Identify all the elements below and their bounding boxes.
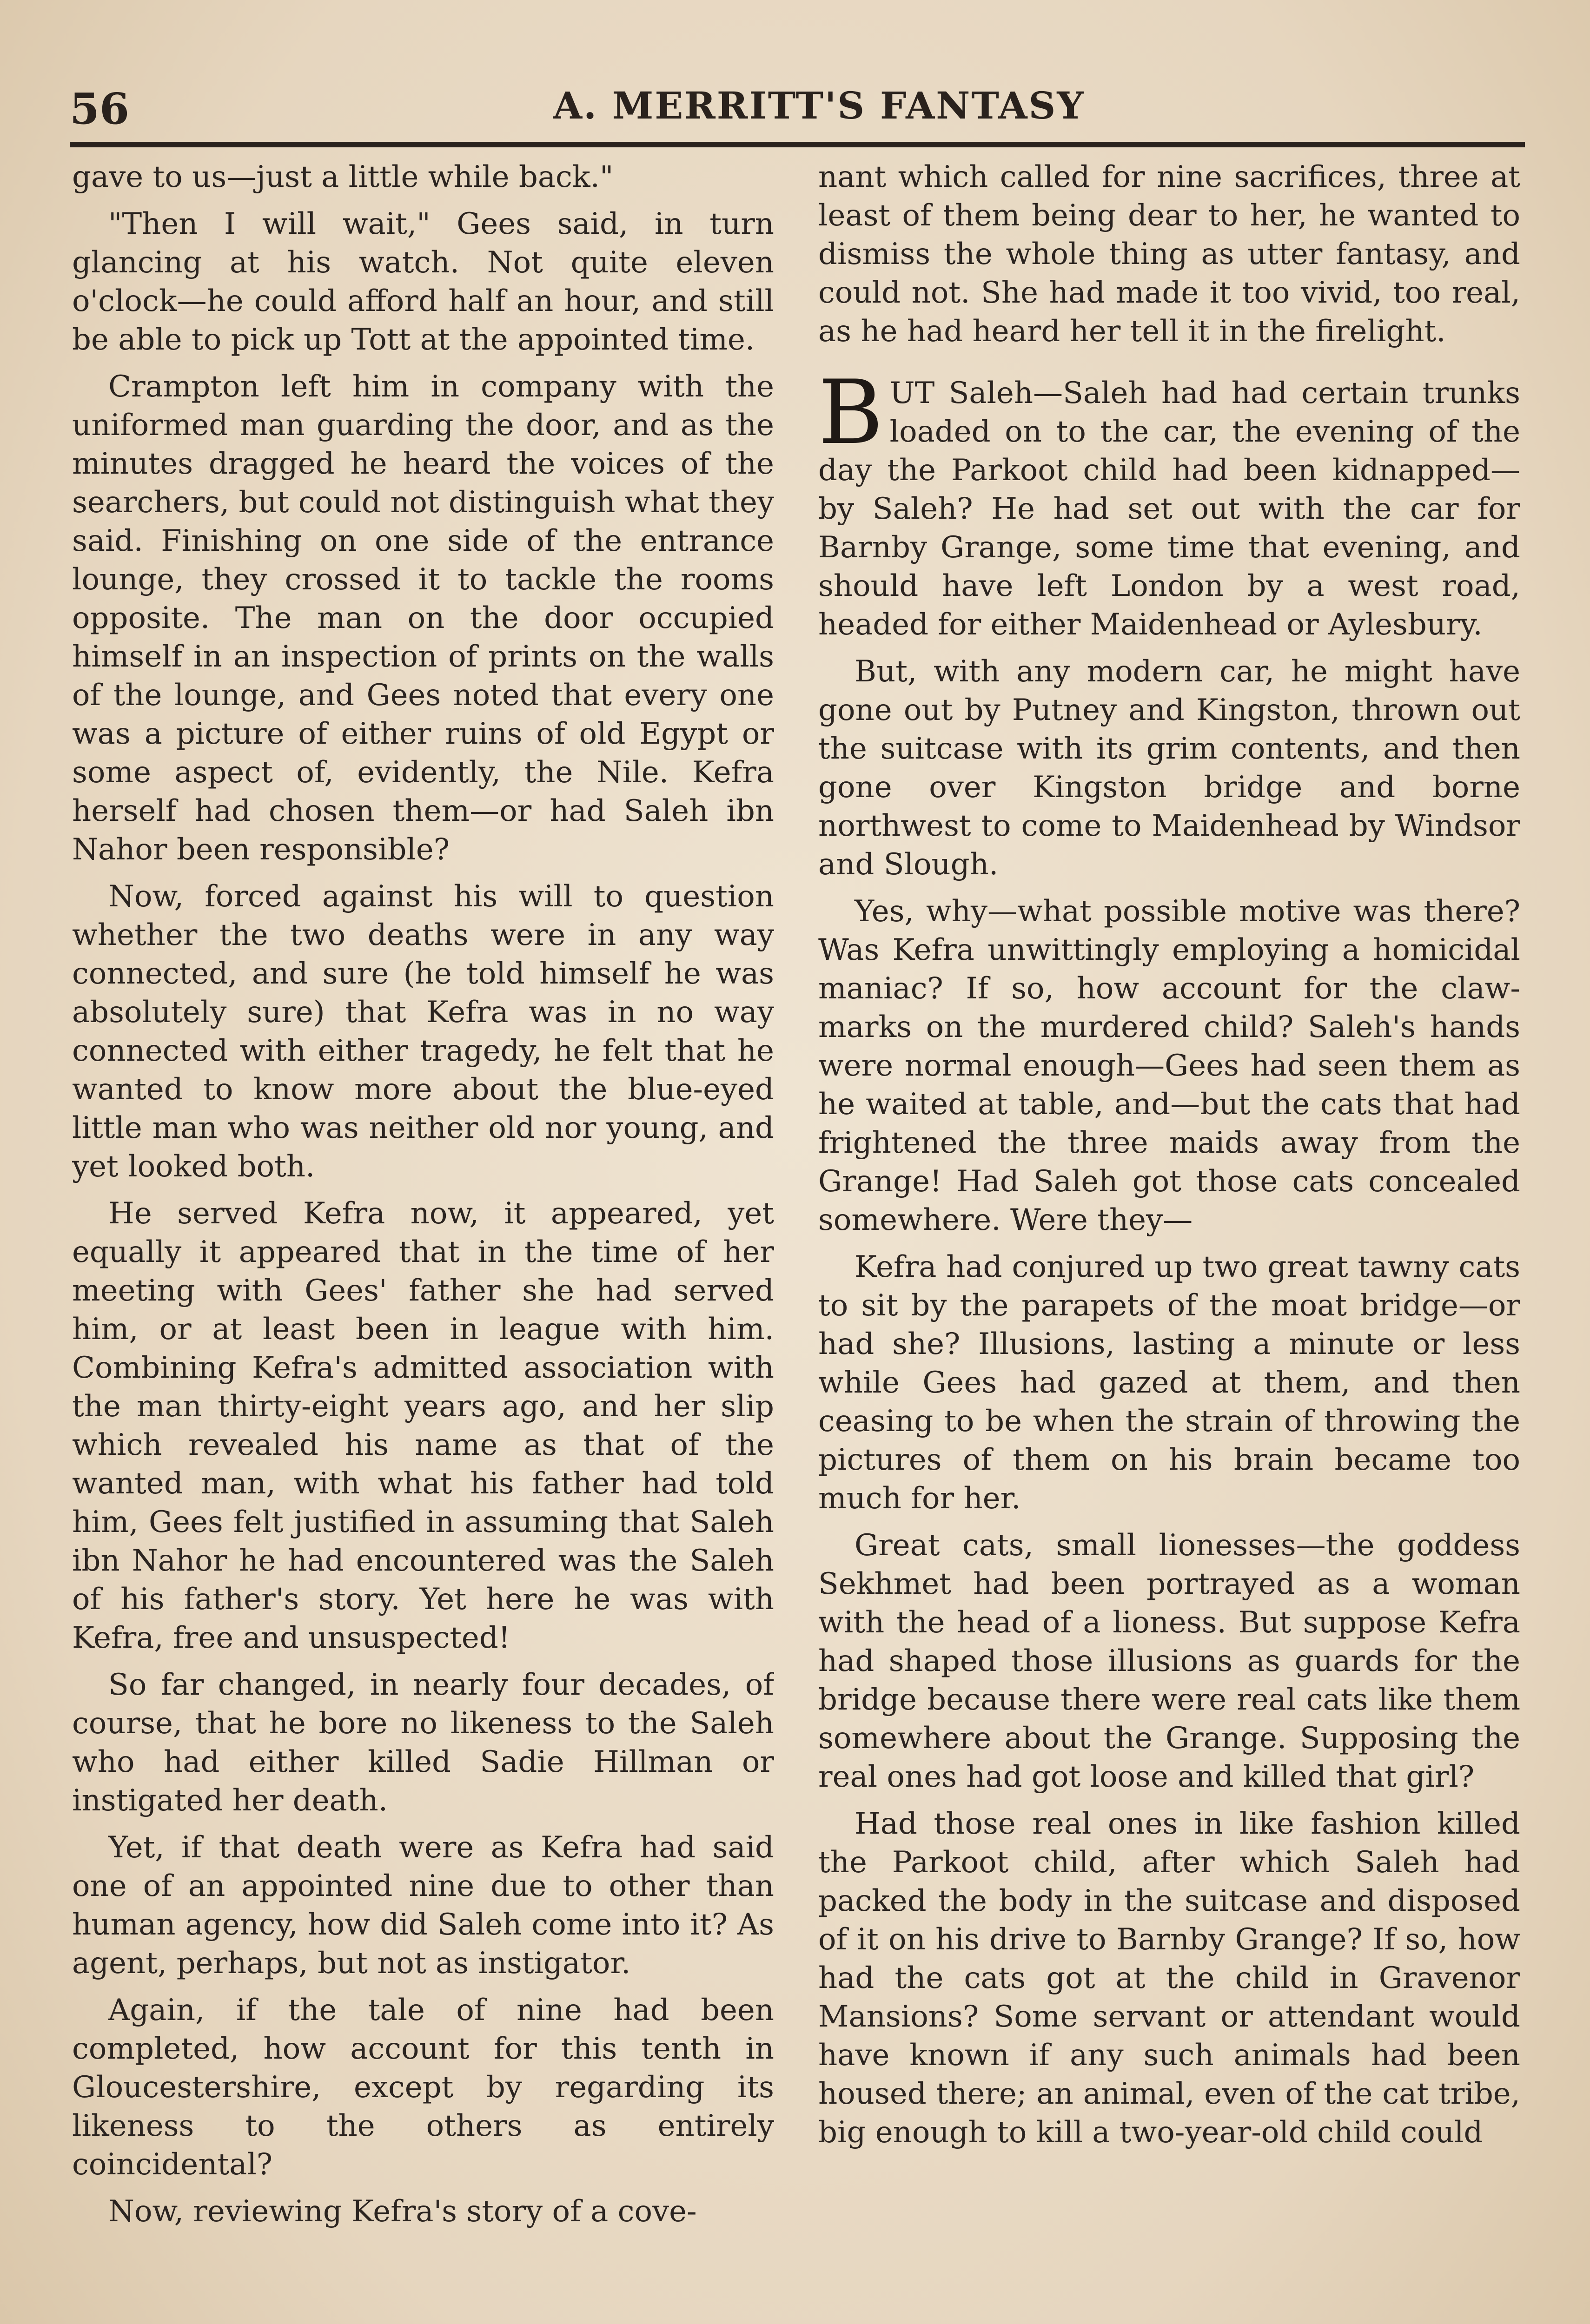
paragraph: Now, reviewing Kefra's story of a cove- — [108, 2194, 697, 2229]
paragraph: Crampton left him in company with the uniformed man guarding the door, and as the minutes dragged he heard the voices of the searchers, but could not distinguish what they said. Finishing on one side of the entrance lounge, they crossed it to tackle the rooms opposite. The man on the door occupied himself in an inspection of prints on the walls of the lounge, and Gees noted that every one was a picture of either ruins of old Egypt or some aspect of, evidently, the Nile. Kefra herself had chosen them—or had Saleh ibn Nahor been responsible? — [72, 370, 774, 867]
page-number: 56 — [70, 84, 130, 134]
paragraph: gave to us—just a little while back." — [72, 160, 614, 194]
paragraph: nant which called for nine sacrifices, three at least of them being dear to her, he wanted to dismiss the whole thing as utter fantasy, and could not. She had made it too vivid, too real, as he had heard her tell it in the firelight. — [818, 160, 1520, 349]
paragraph: Kefra had conjured up two great tawny cats to sit by the parapets of the moat bridge—or had she? Illusions, lasting a minute or less while Gees had gazed at them, and then ceasing to be when the strain of throwing the pictures of them on his brain became too much for her. — [818, 1250, 1520, 1516]
paragraph: Again, if the tale of nine had been completed, how account for this tenth in Gloucestershire, except by regarding its likeness to the others as entirely coincidental? — [72, 1993, 774, 2182]
paragraph: Yes, why—what possible motive was there? Was Kefra unwittingly employing a homicidal maniac? If so, how account for the claw-marks on the murdered child? Saleh's hands were normal enough—Gees had seen them as he waited at table, and—but the cats that had frightened the three maids away from the Grange! Had Saleh got those cats concealed somewhere. Were they— — [818, 894, 1520, 1237]
paragraph: Great cats, small lionesses—the goddess Sekhmet had been portrayed as a woman with the head of a lioness. But suppose Kefra had shaped those illusions as guards for the bridge because there were real cats like them somewhere about the Grange. Supposing the real ones had got loose and killed that girl? — [818, 1528, 1520, 1794]
paragraph: Now, forced against his will to question whether the two deaths were in any way connected, and sure (he told himself he was absolutely sure) that Kefra was in no way connected with either tragedy, he felt that he wanted to know more about the blue-eyed little man who was neither old nor young, and yet looked both. — [72, 879, 774, 1184]
right-column — [818, 158, 1520, 2324]
paragraph: So far changed, in nearly four decades, of course, that he bore no likeness to the Saleh who had either killed Sadie Hillman or instigated her death. — [72, 1668, 774, 1818]
paragraph: He served Kefra now, it appeared, yet equally it appeared that in the time of her meeting with Gees' father she had served him, or at least been in league with him. Combining Kefra's admitted association with the man thirty-eight years ago, and her slip which revealed his name as that of the wanted man, with what his father had told him, Gees felt justified in assuming that Saleh ibn Nahor he had encountered was the Saleh of his father's story. Yet here he was with Kefra, free and unsuspected! — [72, 1196, 774, 1655]
running-head: A. MERRITT'S FANTASY — [553, 84, 1085, 127]
paragraph: Yet, if that death were as Kefra had said one of an appointed nine due to other than human agency, how did Saleh come into it? As agent, perhaps, but not as instigator. — [72, 1830, 774, 1981]
section-opening-paragraph — [818, 361, 1520, 644]
paragraph: "Then I will wait," Gees said, in turn glancing at his watch. Not quite eleven o'clock—he could afford half an hour, and still be able to pick up Tott at the appointed time. — [72, 207, 774, 357]
drop-cap: B — [818, 361, 883, 464]
header-rule — [70, 142, 1525, 147]
left-column — [72, 158, 774, 2324]
paragraph-text: UT Saleh—Saleh had had certain trunks loaded on to the car, the evening of the day the Parkoot child had been kidnapped—by Saleh? He had set out with the car for Barnby Grange, some time that evening, and should have left London by a west road, headed for either Maidenhead or Aylesbury. — [818, 376, 1520, 642]
page-header — [70, 84, 1525, 139]
paragraph: Had those real ones in like fashion killed the Parkoot child, after which Saleh had packed the body in the suitcase and disposed of it on his drive to Barnby Grange? If so, how had the cats got at the child in Gravenor Mansions? Some servant or attendant would have known if any such animals had been housed there; an animal, even of the cat tribe, big enough to kill a two-year-old child could — [818, 1807, 1520, 2150]
paragraph: But, with any modern car, he might have gone out by Putney and Kingston, thrown out the suitcase with its grim contents, and then gone over Kingston bridge and borne northwest to come to Maidenhead by Windsor and Slough. — [818, 654, 1520, 882]
